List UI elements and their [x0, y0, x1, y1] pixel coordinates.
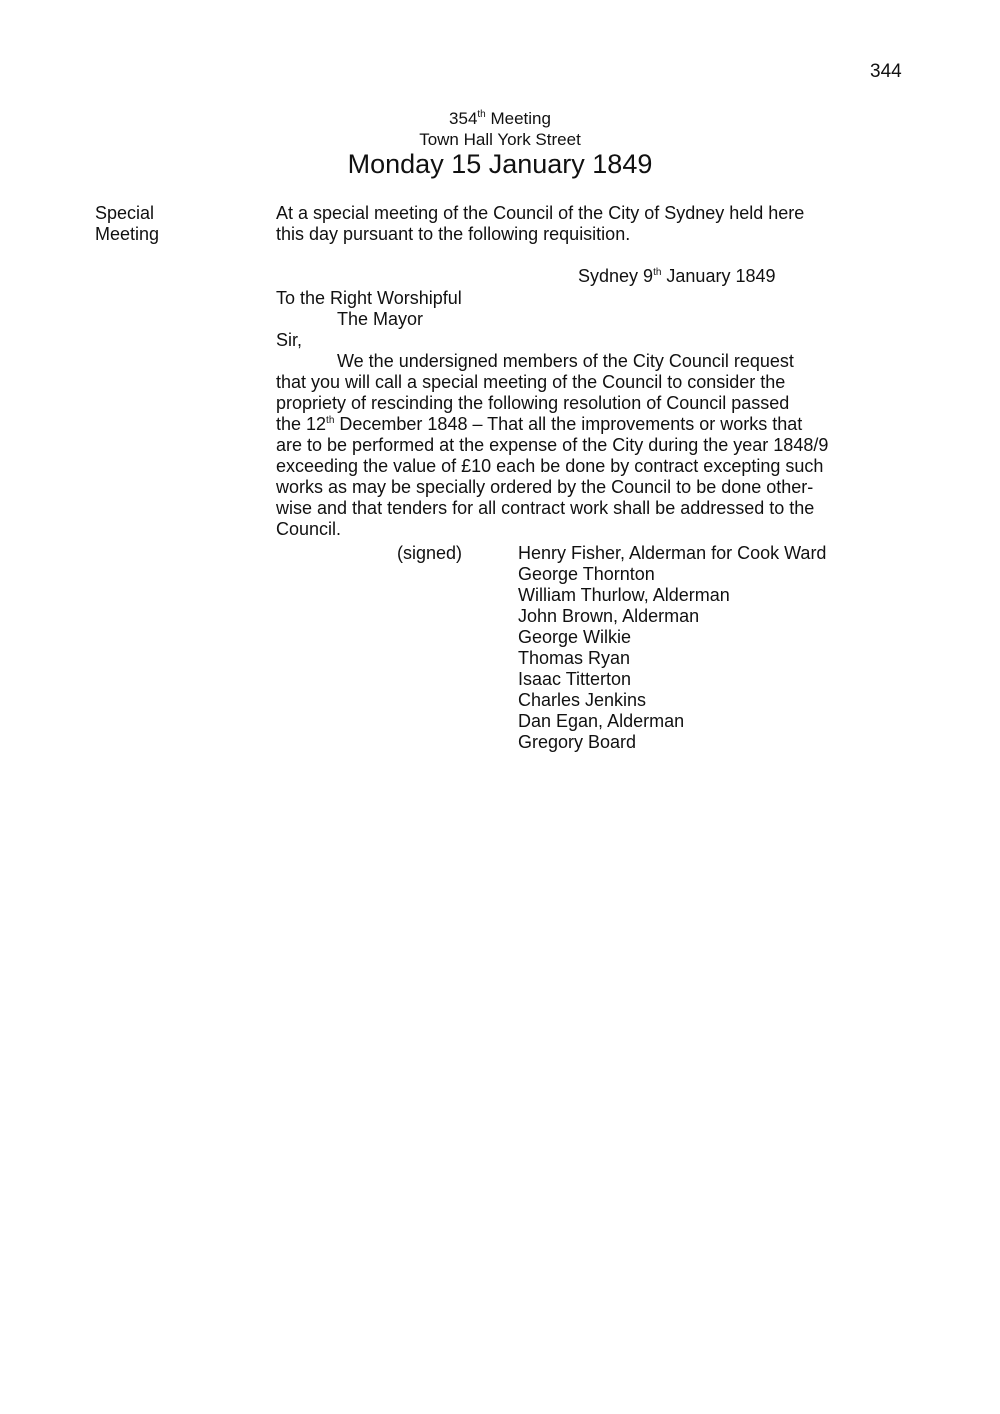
- margin-note-line: Meeting: [95, 224, 160, 244]
- letter-body-line: propriety of rescinding the following resolution of Council passed: [276, 393, 790, 413]
- signatory: Henry Fisher, Alderman for Cook Ward: [518, 543, 827, 563]
- letter-date-suffix: th: [653, 267, 662, 278]
- signatory: Isaac Titterton: [518, 669, 632, 689]
- letter-body-line: works as may be specially ordered by the Council to be done other-: [276, 477, 814, 497]
- meeting-date: Monday 15 January 1849: [347, 149, 653, 179]
- page-number: 344: [870, 61, 902, 82]
- margin-note: [95, 203, 159, 245]
- letter-body-line-suffix: th: [326, 415, 335, 426]
- letter-date: [578, 266, 776, 287]
- addressee-line: The Mayor: [337, 309, 424, 329]
- letter-body-line-rest: December 1848 – That all the improvements or works that: [334, 414, 803, 434]
- letter-date-prefix: Sydney 9: [578, 266, 654, 286]
- signatory: Dan Egan, Alderman: [518, 711, 685, 731]
- letter-body-line: are to be performed at the expense of the City during the year 1848/9: [276, 435, 829, 455]
- letter-body-line: [276, 414, 828, 435]
- letter-body-line: We the undersigned members of the City Council request: [337, 351, 794, 371]
- signatory: William Thurlow, Alderman: [518, 585, 730, 605]
- signatory: John Brown, Alderman: [518, 606, 700, 626]
- signatory: George Wilkie: [518, 627, 632, 647]
- meeting-number-heading: [0, 108, 1000, 129]
- margin-note-line: Special: [95, 203, 155, 223]
- addressee-line: To the Right Worshipful: [276, 288, 462, 308]
- letter-body-line: that you will call a special meeting of the Council to consider the: [276, 372, 786, 392]
- letter-body-line: Council.: [276, 519, 342, 539]
- letter-body-line: wise and that tenders for all contract work shall be addressed to the: [276, 498, 815, 518]
- signatory: Gregory Board: [518, 732, 637, 752]
- intro-paragraph: [276, 203, 804, 245]
- signatory: Charles Jenkins: [518, 690, 647, 710]
- signatory-list: [518, 543, 826, 753]
- venue: Town Hall York Street: [419, 130, 581, 149]
- letter-body-line-prefix: the 12: [276, 414, 327, 434]
- letter-body: [276, 351, 828, 540]
- intro-line: At a special meeting of the Council of the City of Sydney held here: [276, 203, 805, 223]
- meeting-number: 354: [449, 109, 478, 128]
- letter-body-line: exceeding the value of £10 each be done by contract excepting such: [276, 456, 824, 476]
- intro-line: this day pursuant to the following requisition.: [276, 224, 631, 244]
- signatory: Thomas Ryan: [518, 648, 631, 668]
- meeting-number-suffix: th: [477, 109, 486, 120]
- salutation: Sir,: [276, 330, 303, 350]
- meeting-word: Meeting: [485, 109, 551, 128]
- signatory: George Thornton: [518, 564, 655, 584]
- signed-label: (signed): [397, 543, 463, 563]
- letter-date-rest: January 1849: [661, 266, 776, 286]
